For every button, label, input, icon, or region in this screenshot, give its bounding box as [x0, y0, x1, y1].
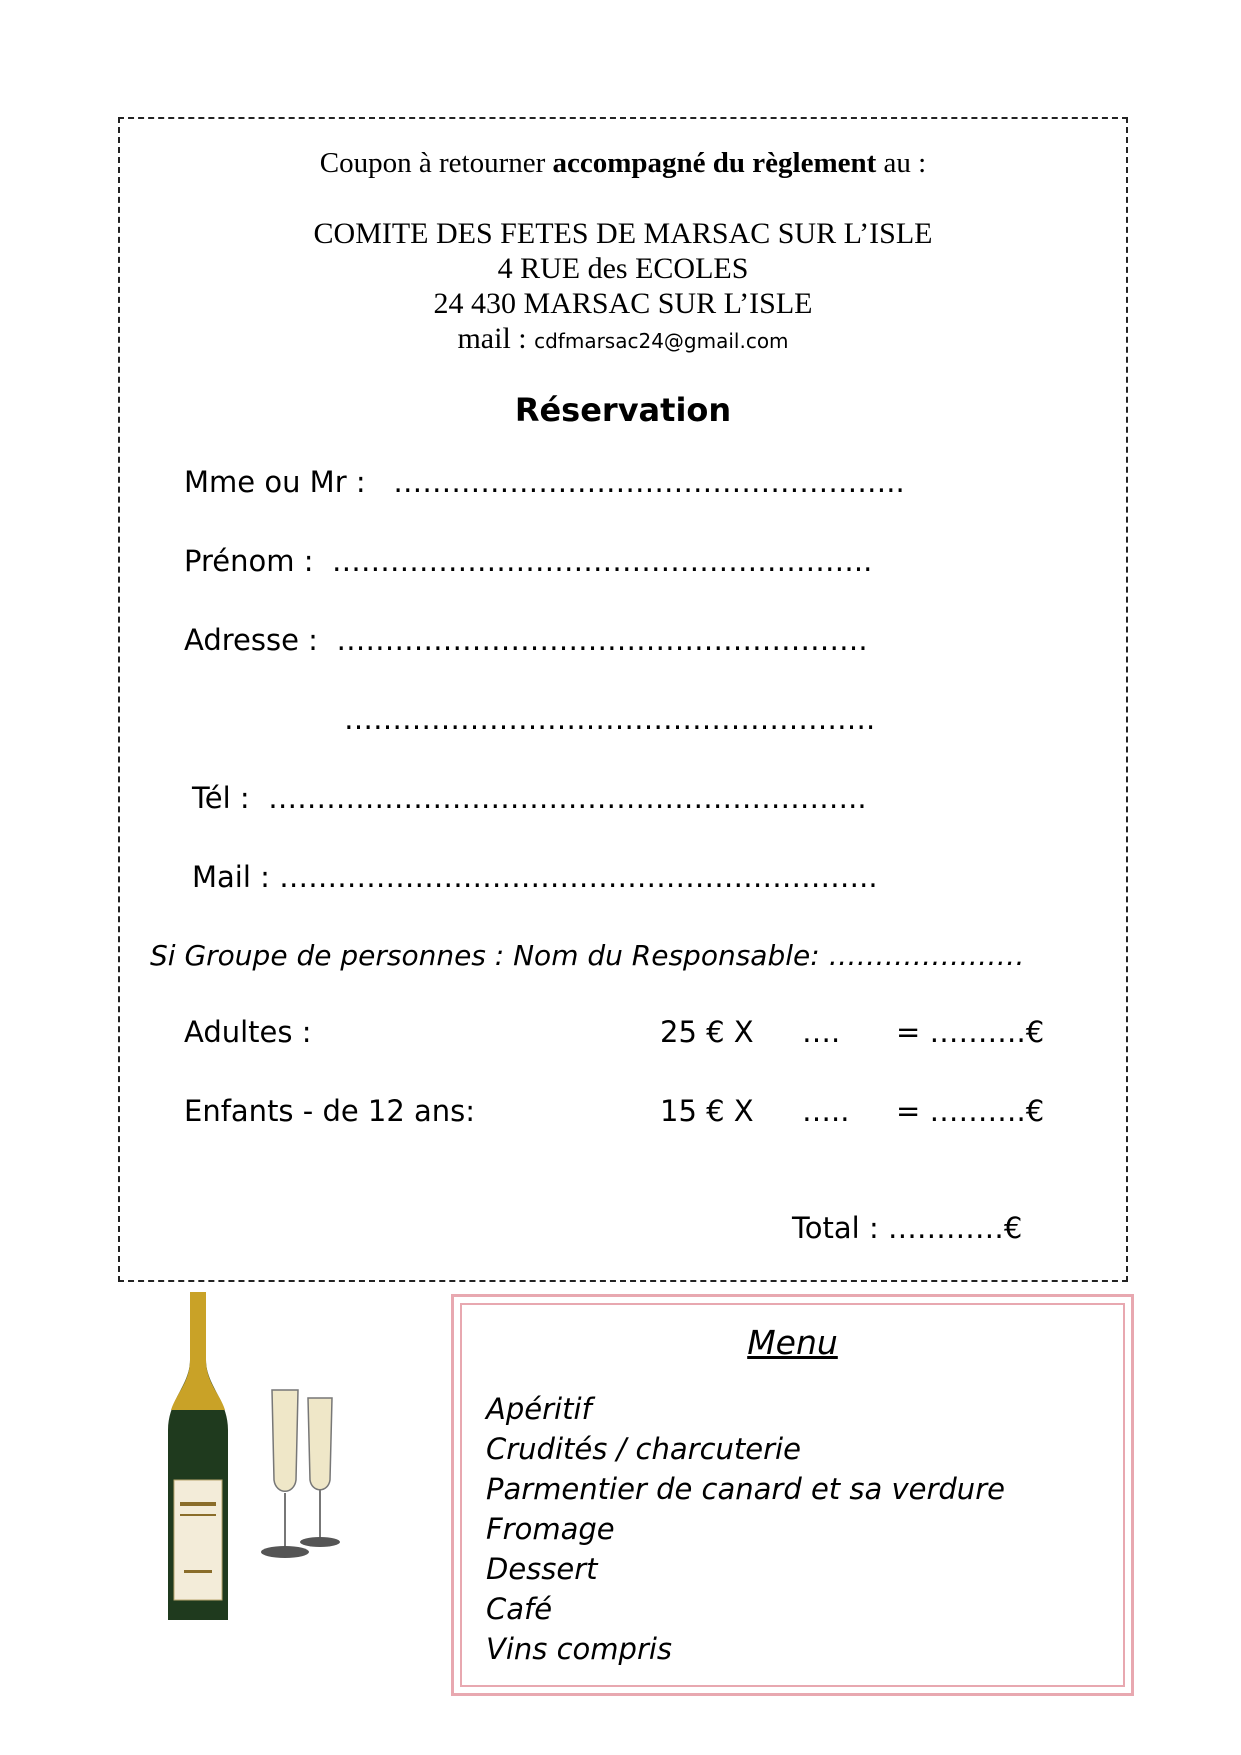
reservation-title: Réservation [514, 391, 732, 429]
address-line-3: 24 430 MARSAC SUR L’ISLE [433, 287, 813, 320]
champagne-glass-icon [261, 1390, 309, 1558]
name-field[interactable]: Mme ou Mr : …………………………………………….. [184, 465, 905, 499]
menu-item: Fromage [486, 1512, 615, 1546]
address-line-1: COMITE DES FETES DE MARSAC SUR L’ISLE [313, 217, 933, 250]
menu-title: Menu [747, 1323, 838, 1362]
champagne-illustration [160, 1290, 360, 1630]
adults-price: 25 € X [660, 1015, 754, 1049]
champagne-glass-icon [300, 1398, 340, 1547]
address-field[interactable]: Adresse : ………………………………………………. [184, 623, 868, 657]
mail-line: mail : cdfmarsac24@gmail.com [457, 322, 789, 355]
children-price: 15 € X [660, 1094, 754, 1128]
adults-total[interactable]: = ……….€ [896, 1015, 1045, 1049]
menu-item: Vins compris [486, 1632, 673, 1666]
reservation-coupon [118, 117, 1128, 1282]
firstname-field[interactable]: Prénom : ……………………………………………….. [184, 544, 873, 578]
menu-item: Parmentier de canard et sa verdure [486, 1472, 1005, 1506]
menu-box [451, 1294, 1134, 1696]
mail-field[interactable]: Mail : …………………………………………………….. [192, 860, 878, 894]
menu-item: Apéritif [486, 1392, 592, 1426]
adults-label: Adultes : [184, 1015, 312, 1049]
menu-item: Café [486, 1592, 553, 1626]
adults-quantity[interactable]: …. [802, 1015, 841, 1049]
children-quantity[interactable]: ….. [802, 1094, 850, 1128]
children-total[interactable]: = ……….€ [896, 1094, 1045, 1128]
menu-item: Crudités / charcuterie [486, 1432, 801, 1466]
champagne-bottle-icon [168, 1292, 228, 1620]
mail-address[interactable]: cdfmarsac24@gmail.com [534, 329, 789, 353]
children-label: Enfants - de 12 ans: [184, 1094, 476, 1128]
total-field[interactable]: Total : …………€ [792, 1211, 1023, 1245]
address-field-line-2[interactable]: ………………………………………………. [344, 702, 876, 736]
menu-inner-frame [460, 1303, 1125, 1687]
coupon-intro: Coupon à retourner accompagné du règlement au : [319, 147, 927, 179]
address-line-2: 4 RUE des ECOLES [497, 252, 749, 285]
group-responsible-field[interactable]: Si Groupe de personnes : Nom du Responsable: ………………… [150, 939, 1025, 972]
menu-item: Dessert [486, 1552, 598, 1586]
menu-list [486, 1389, 1005, 1669]
tel-field[interactable]: Tél : …………………………………………………….. [192, 781, 867, 815]
